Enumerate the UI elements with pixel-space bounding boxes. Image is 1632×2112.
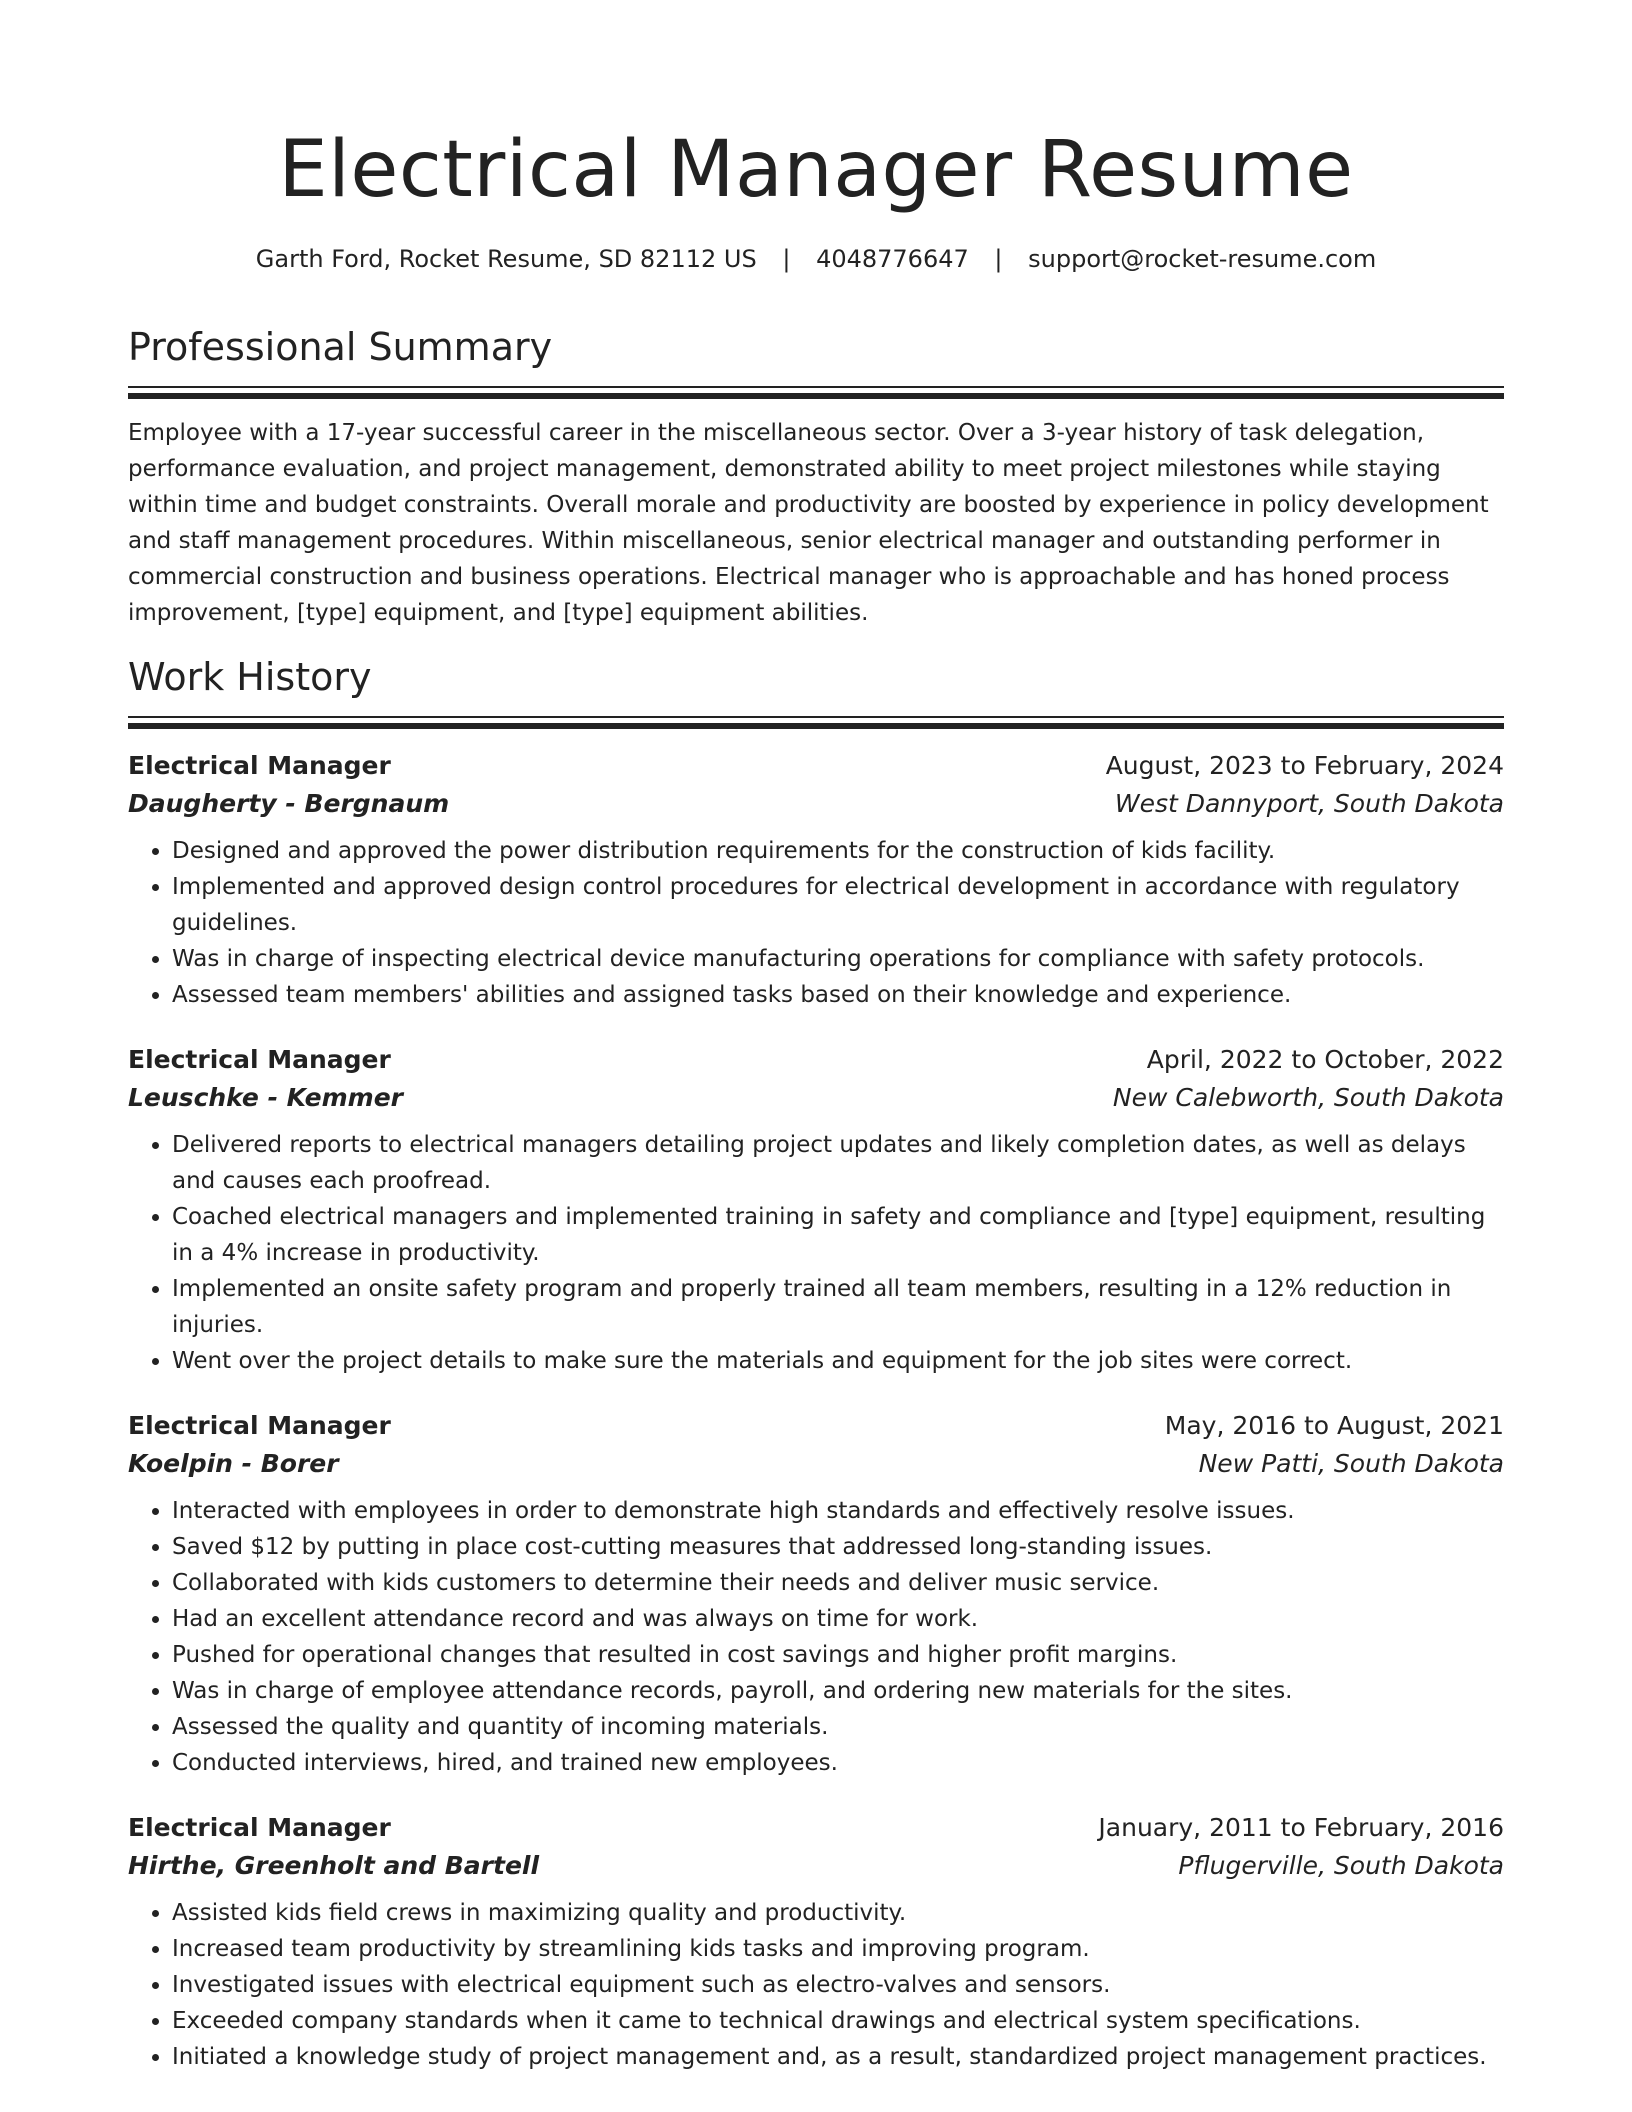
work-history-heading: Work History [128, 655, 372, 699]
job-bullet-list [128, 833, 1504, 1013]
contact-separator: | [782, 245, 791, 273]
contact-phone: 4048776647 [816, 245, 969, 273]
contact-separator: | [994, 245, 1003, 273]
job-title: Electrical Manager [128, 1045, 391, 1074]
job-company: Koelpin - Borer [128, 1449, 339, 1478]
contact-line [128, 244, 1504, 274]
job-location: West Dannyport, South Dakota [1114, 789, 1504, 818]
section-divider [128, 716, 1504, 729]
job-bullet-list [128, 1493, 1504, 1781]
job-bullet-list [128, 1127, 1504, 1379]
job-bullet: • Designed and approved the power distribution requirements for the construction of kids facility. [172, 833, 1504, 869]
job-bullet: • Initiated a knowledge study of project management and, as a result, standardized project management practices. [172, 2039, 1504, 2075]
job-bullet: • Saved $12 by putting in place cost-cutting measures that addressed long-standing issues. [172, 1529, 1504, 1565]
job-entry [128, 747, 1504, 1013]
job-dates: May, 2016 to August, 2021 [1164, 1411, 1504, 1440]
job-header-row [128, 1041, 1504, 1079]
job-company-row [128, 1445, 1504, 1483]
job-title: Electrical Manager [128, 1411, 391, 1440]
job-bullet-list [128, 1895, 1504, 2075]
job-company-row [128, 1847, 1504, 1885]
job-dates: January, 2011 to February, 2016 [1098, 1813, 1504, 1842]
job-bullet: • Coached electrical managers and implemented training in safety and compliance and [type] equipment, resulting in a 4% increase in productivity. [172, 1199, 1504, 1271]
job-location: Pflugerville, South Dakota [1178, 1851, 1504, 1880]
summary-heading: Professional Summary [128, 325, 553, 369]
job-location: New Calebworth, South Dakota [1112, 1083, 1504, 1112]
job-bullet: • Interacted with employees in order to demonstrate high standards and effectively resolve issues. [172, 1493, 1504, 1529]
job-bullet: • Investigated issues with electrical equipment such as electro-valves and sensors. [172, 1967, 1504, 2003]
job-bullet: • Collaborated with kids customers to determine their needs and deliver music service. [172, 1565, 1504, 1601]
job-bullet: • Was in charge of inspecting electrical device manufacturing operations for compliance with safety protocols. [172, 941, 1504, 977]
job-location: New Patti, South Dakota [1198, 1449, 1504, 1478]
job-bullet: • Implemented and approved design control procedures for electrical development in accordance with regulatory guidelines. [172, 869, 1504, 941]
resume-title: Electrical Manager Resume [278, 125, 1354, 215]
job-entry [128, 1809, 1504, 2075]
job-bullet: • Increased team productivity by streamlining kids tasks and improving program. [172, 1931, 1504, 1967]
job-entry [128, 1041, 1504, 1379]
job-bullet: • Assessed team members' abilities and assigned tasks based on their knowledge and experience. [172, 977, 1504, 1013]
job-dates: August, 2023 to February, 2024 [1105, 751, 1504, 780]
job-header-row [128, 747, 1504, 785]
job-header-row [128, 1809, 1504, 1847]
resume-page [128, 0, 1504, 2075]
job-dates: April, 2022 to October, 2022 [1146, 1045, 1504, 1074]
summary-text: Employee with a 17-year successful career in the miscellaneous sector. Over a 3-year history of task delegation, performance evaluation, and project management, demonstrated ability to meet project milestones while staying within time and budget constraints. Overall morale and productivity are boosted by experience in policy development and staff management procedures. Within miscellaneous, senior electrical manager and outstanding performer in commercial construction and business operations. Electrical manager who is approachable and has honed process improvement, [type] equipment, and [type] equipment abilities. [128, 420, 1489, 626]
job-bullet: • Was in charge of employee attendance records, payroll, and ordering new materials for the sites. [172, 1673, 1504, 1709]
job-bullet: • Had an excellent attendance record and was always on time for work. [172, 1601, 1504, 1637]
job-bullet: • Delivered reports to electrical managers detailing project updates and likely completion dates, as well as delays and causes each proofread. [172, 1127, 1504, 1199]
section-divider [128, 386, 1504, 399]
job-company: Hirthe, Greenholt and Bartell [128, 1851, 540, 1880]
job-bullet: • Went over the project details to make sure the materials and equipment for the job sites were correct. [172, 1343, 1504, 1379]
job-bullet: • Assessed the quality and quantity of incoming materials. [172, 1709, 1504, 1745]
job-company: Daugherty - Bergnaum [128, 789, 450, 818]
contact-address: Garth Ford, Rocket Resume, SD 82112 US [255, 245, 757, 273]
job-header-row [128, 1407, 1504, 1445]
job-bullet: • Pushed for operational changes that resulted in cost savings and higher profit margins. [172, 1637, 1504, 1673]
job-list [128, 747, 1504, 2075]
job-bullet: • Assisted kids field crews in maximizing quality and productivity. [172, 1895, 1504, 1931]
job-bullet: • Conducted interviews, hired, and trained new employees. [172, 1745, 1504, 1781]
job-bullet: • Implemented an onsite safety program and properly trained all team members, resulting in a 12% reduction in injuries. [172, 1271, 1504, 1343]
job-bullet: • Exceeded company standards when it came to technical drawings and electrical system specifications. [172, 2003, 1504, 2039]
job-company-row [128, 1079, 1504, 1117]
contact-email[interactable]: support@rocket-resume.com [1028, 245, 1377, 273]
job-title: Electrical Manager [128, 1813, 391, 1842]
job-company-row [128, 785, 1504, 823]
job-title: Electrical Manager [128, 751, 391, 780]
job-entry [128, 1407, 1504, 1781]
job-company: Leuschke - Kemmer [128, 1083, 403, 1112]
